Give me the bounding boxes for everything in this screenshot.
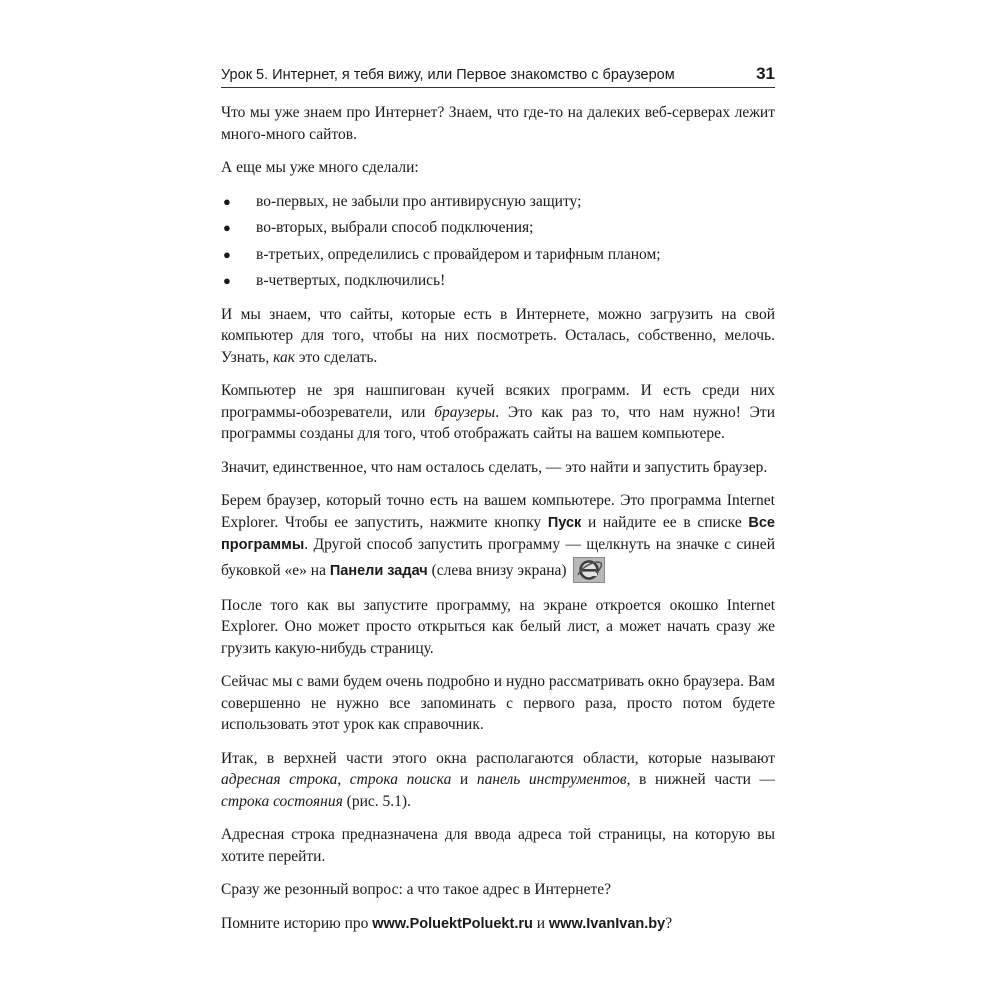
text-run: (слева внизу экрана): [427, 561, 567, 579]
emphasis: строка поиска: [349, 771, 452, 788]
paragraph-1: Что мы уже знаем про Интернет? Знаем, что где-то на далеких веб-серверах лежит много-много сайтов.: [221, 104, 775, 143]
bullet-icon: ●: [223, 273, 231, 288]
emphasis: браузеры: [434, 403, 496, 421]
bullet-icon: ●: [223, 193, 231, 209]
text-run: (рис. 5.1).: [342, 792, 411, 810]
emphasis: строка состояния: [221, 792, 343, 810]
list-item: [221, 244, 775, 266]
taskbar-term: Панели задач: [329, 562, 428, 579]
paragraph-6: [221, 490, 775, 583]
text-run: Берем браузер, который точно есть на вашем компьютере. Это программа Internet Explorer. Чтобы ее запустить, нажмите кнопку: [221, 492, 775, 531]
paragraph-2: А еще мы уже много сделали:: [221, 159, 419, 176]
emphasis: панель инструментов: [476, 771, 627, 788]
internet-explorer-icon: [573, 557, 605, 583]
text-run: и найдите ее в списке: [581, 513, 749, 531]
paragraph-7: После того как вы запустите программу, на экране откроется окошко Internet Explorer. Оно может просто открыться как белый лист, а может начать сразу же грузить какую-нибудь страницу.: [221, 596, 775, 657]
all-programs-term: Все программы: [221, 514, 775, 553]
text-run: это сделать.: [294, 348, 378, 366]
list-item-text: в-третьих, определились с провайдером и тарифным планом;: [256, 245, 661, 263]
text-run: Компьютер не зря нашпигован кучей всяких программ. И есть среди них программы-обозреватели, или: [221, 382, 775, 421]
page-number: 31: [756, 64, 775, 83]
paragraph-4: [221, 380, 775, 445]
bullet-list: [221, 191, 775, 292]
paragraph-8: Сейчас мы с вами будем очень подробно и нудно рассматривать окно браузера. Вам совершенно не нужно все запоминать с первого раза, просто потом будете использовать этот урок как справочник.: [221, 673, 775, 733]
bullet-icon: ●: [223, 220, 231, 235]
text-run: Итак, в верхней части этого окна располагаются области, которые называют: [221, 749, 775, 767]
paragraph-5: Значит, единственное, что нам осталось сделать, — это найти и запустить браузер.: [221, 458, 768, 476]
text-run: и: [451, 771, 477, 788]
paragraph-9: [221, 748, 775, 813]
url-poluekt: www.PoluektPoluekt.ru: [372, 915, 533, 932]
list-item: [221, 270, 775, 292]
list-item-text: во-вторых, выбрали способ подключения;: [256, 219, 534, 236]
list-item-text: во-первых, не забыли про антивирусную защиту;: [256, 192, 582, 210]
running-title: Урок 5. Интернет, я тебя вижу, или Первое знакомство с браузером: [221, 67, 675, 83]
url-ivanivan: www.IvanIvan.by: [548, 915, 666, 932]
list-item: [221, 191, 775, 213]
start-button-term: Пуск: [547, 514, 582, 531]
paragraph-11: Сразу же резонный вопрос: а что такое адрес в Интернете?: [221, 881, 611, 898]
page-body: [221, 102, 775, 947]
emphasis: как: [273, 348, 295, 366]
text-run: ,: [337, 771, 350, 788]
text-run: ?: [665, 914, 673, 932]
bullet-icon: ●: [223, 246, 231, 262]
text-run: . Другой способ запустить программу — щелкнуть на значке с синей буковкой «е» на: [221, 536, 775, 579]
text-run: Помните историю про: [221, 914, 373, 932]
paragraph-10: Адресная строка предназначена для ввода адреса той страницы, на которую вы хотите перейти.: [221, 826, 775, 865]
emphasis: адресная строка: [221, 771, 338, 788]
list-item-text: в-четвертых, подключились!: [256, 272, 446, 289]
text-run: и: [532, 914, 549, 932]
running-header: [221, 64, 775, 88]
text-run: , в нижней части —: [626, 771, 776, 788]
text-run: И мы знаем, что сайты, которые есть в Интернете, можно загрузить на свой компьютер для того, чтобы на них посмотреть. Осталась, собственно, мелочь. Узнать,: [221, 305, 775, 366]
header-rule: [221, 87, 775, 88]
paragraph-12: [221, 913, 775, 936]
paragraph-3: [221, 304, 775, 369]
list-item: [221, 217, 775, 239]
text-run: . Это как раз то, что нам нужно! Эти программы созданы для того, чтоб отображать сайты на вашем компьютере.: [221, 403, 775, 442]
